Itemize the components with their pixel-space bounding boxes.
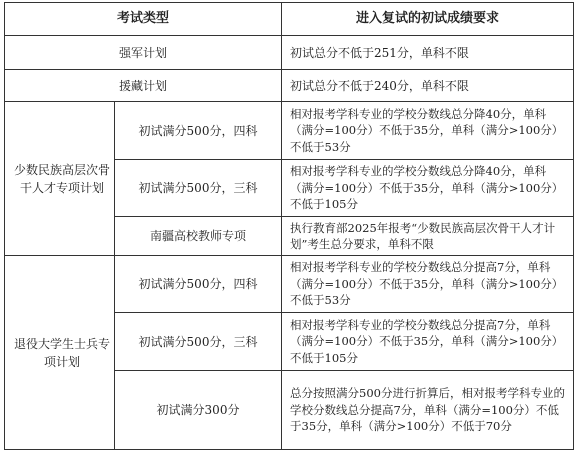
admission-score-table	[4, 2, 574, 450]
table-border-right	[573, 2, 574, 450]
exam-condition: 初试满分500分，四科	[138, 123, 258, 138]
score-requirement: 相对报考学科专业的学校分数线总分提高7分，单科（满分=100分）不低于35分，单科（满分>100分）不低于105分	[290, 317, 564, 365]
exam-condition: 初试满分500分，四科	[138, 277, 258, 291]
exam-condition: 初试满分500分，三科	[138, 181, 258, 195]
score-requirement: 执行教育部2025年报考“少数民族高层次骨干人才计划”考生总分要求，单科不限	[290, 220, 556, 251]
table-border-bottom	[4, 449, 574, 450]
header-score-requirement: 进入复试的初试成绩要求	[355, 11, 499, 26]
header-exam-type: 考试类型	[116, 11, 169, 26]
score-requirement: 总分按照满分500分进行折算后，相对报考学科专业的学校分数线总分提高7分，单科（满分=100分）不低于35分，单科（满分>100分）不低于70分	[290, 386, 565, 434]
score-requirement: 初试总分不低于240分，单科不限	[290, 78, 469, 93]
score-requirement: 相对报考学科专业的学校分数线总分提高7分，单科（满分=100分）不低于35分，单科（满分>100分）不低于53分	[290, 260, 564, 308]
plan-name: 强军计划	[118, 45, 167, 60]
exam-condition: 初试满分300分	[156, 403, 240, 417]
plan-name: 援藏计划	[118, 78, 167, 93]
exam-condition: 初试满分500分，三科	[138, 334, 258, 349]
group-label-minority-plan: 少数民族高层次骨干人才专项计划	[14, 162, 110, 195]
group-label-veterans-plan: 退役大学生士兵专项计划	[14, 336, 110, 369]
exam-condition: 南疆高校教师专项	[149, 229, 246, 243]
score-requirement: 相对报考学科专业的学校分数线总分降40分，单科（满分=100分）不低于35分，单科（满分>100分）不低于53分	[290, 106, 564, 154]
score-requirement: 相对报考学科专业的学校分数线总分降40分，单科（满分=100分）不低于35分，单科（满分>100分）不低于105分	[290, 164, 564, 212]
score-requirement: 初试总分不低于251分，单科不限	[290, 45, 469, 60]
